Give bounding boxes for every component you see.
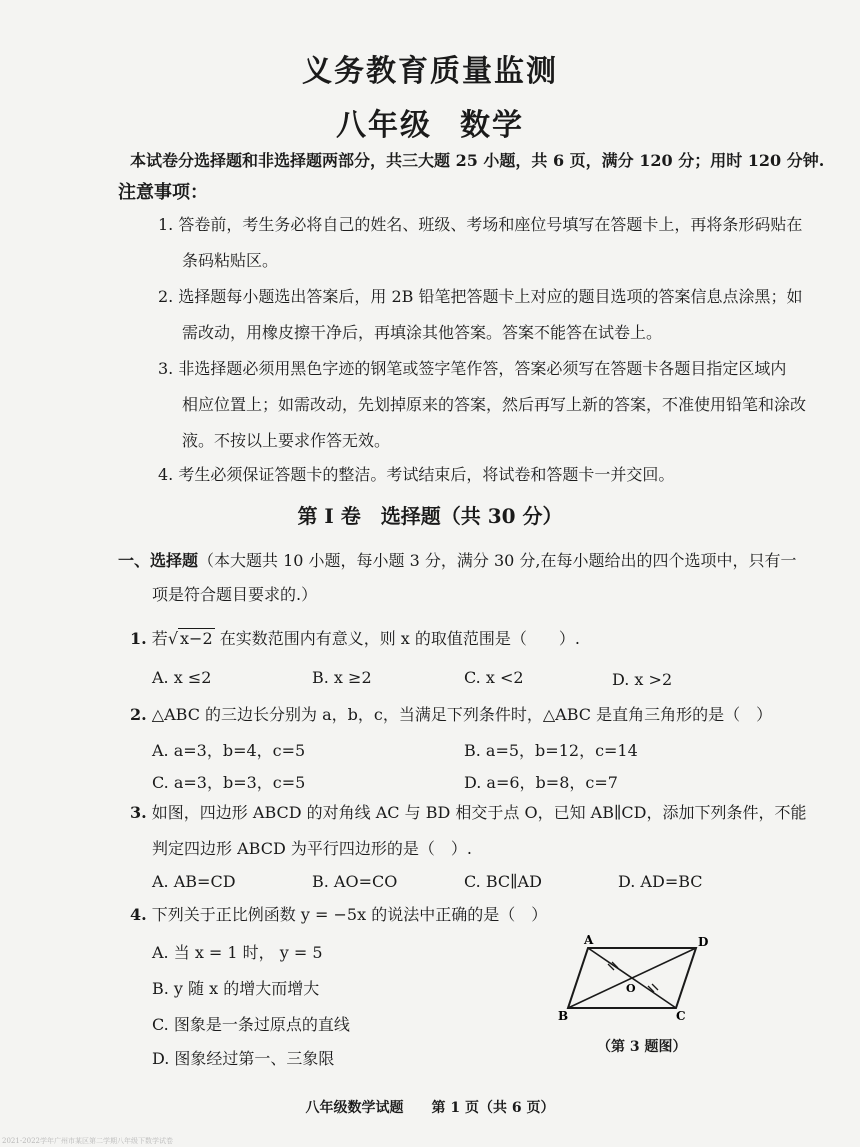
question-1-pre: 若 xyxy=(151,629,168,648)
notice-item-1: 1. 答卷前，考生务必将自己的姓名、班级、考场和座位号填写在答题卡上，再将条形码贴在 xyxy=(158,215,803,234)
exam-subtitle xyxy=(0,100,860,144)
exam-intro: 本试卷分选择题和非选择题两部分，共三大题 25 小题，共 6 页，满分 120 分；用时 120 分钟. xyxy=(130,151,825,170)
question-1-number: 1. xyxy=(130,629,147,648)
notice-item-2: 2. 选择题每小题选出答案后，用 2B 铅笔把答题卡上对应的题目选项的答案信息点涂黑；如 xyxy=(158,287,803,306)
exam-title: 义务教育质量监测 xyxy=(302,54,558,89)
question-1-radicand: x−2 xyxy=(180,629,213,648)
vertex-c-label: C xyxy=(676,1009,686,1023)
q3-option-c: C. BC∥AD xyxy=(464,872,542,891)
q1-option-a: A. x ≤2 xyxy=(152,668,212,687)
vertex-a-label: A xyxy=(584,933,594,947)
question-2-text: △ABC 的三边长分别为 a，b，c，当满足下列条件时，△ABC 是直角三角形的是（ ） xyxy=(151,705,773,724)
notice-item-3-cont2: 液。不按以上要求作答无效。 xyxy=(182,431,391,450)
q4-option-d: D. 图象经过第一、三象限 xyxy=(152,1049,335,1068)
question-2-number: 2. xyxy=(130,705,147,724)
q2-option-a: A. a=3，b=4，c=5 xyxy=(152,741,306,760)
q3-option-d: D. AD=BC xyxy=(618,872,703,891)
q2-option-c: C. a=3，b=3，c=5 xyxy=(152,773,306,792)
center-o-label: O xyxy=(626,982,636,995)
figure-caption: （第 3 题图） xyxy=(597,1039,687,1055)
part-one-heading xyxy=(118,548,797,571)
question-2 xyxy=(130,702,772,725)
question-4-number: 4. xyxy=(130,905,147,924)
question-3-text: 如图，四边形 ABCD 的对角线 AC 与 BD 相交于点 O，已知 AB∥CD，添加下列条件，不能 xyxy=(151,803,807,822)
notice-heading: 注意事项： xyxy=(118,182,208,203)
question-4 xyxy=(130,902,547,925)
scan-watermark: 2021-2022学年广州市某区第二学期八年级下数学试卷 xyxy=(2,1137,173,1145)
vertex-b-label: B xyxy=(558,1009,569,1023)
notice-item-3: 3. 非选择题必须用黑色字迹的钢笔或签字笔作答，答案必须写在答题卡各题目指定区域内 xyxy=(158,359,787,378)
q2-option-b: B. a=5，b=12，c=14 xyxy=(464,741,638,760)
question-1 xyxy=(130,626,580,649)
section-title: 第 I 卷 选择题（共 30 分） xyxy=(297,504,563,528)
q4-option-a: A. 当 x = 1 时， y = 5 xyxy=(152,943,323,962)
notice-item-4: 4. 考生必须保证答题卡的整洁。考试结束后，将试卷和答题卡一并交回。 xyxy=(158,465,675,484)
q1-option-d: D. x >2 xyxy=(612,670,673,689)
sqrt-sign: √ xyxy=(167,629,179,648)
q1-option-c: C. x <2 xyxy=(464,668,524,687)
vertex-d-label: D xyxy=(698,935,709,949)
q2-option-d: D. a=6，b=8，c=7 xyxy=(464,773,618,792)
grade-label: 八年级 xyxy=(336,108,432,143)
q3-option-b: B. AO=CO xyxy=(312,872,398,891)
q4-option-c: C. 图象是一条过原点的直线 xyxy=(152,1015,350,1034)
question-4-text: 下列关于正比例函数 y = −5x 的说法中正确的是（ ） xyxy=(151,905,548,924)
part-one-label: 一、选择题 xyxy=(118,551,199,570)
parallelogram-figure xyxy=(548,930,718,1026)
question-3-text-cont: 判定四边形 ABCD 为平行四边形的是（ ）. xyxy=(152,839,472,858)
q3-option-a: A. AB=CD xyxy=(152,872,236,891)
q4-option-b: B. y 随 x 的增大而增大 xyxy=(152,979,320,998)
diagonal-bd xyxy=(568,948,696,1008)
question-1-text: 在实数范围内有意义，则 x 的取值范围是（ ）. xyxy=(219,629,581,648)
notice-item-3-cont: 相应位置上；如需改动，先划掉原来的答案，然后再写上新的答案，不准使用铅笔和涂改 xyxy=(182,395,807,414)
q1-option-b: B. x ≥2 xyxy=(312,668,372,687)
page-footer: 八年级数学试题 第 1 页（共 6 页） xyxy=(305,1100,555,1116)
part-one-desc: （本大题共 10 小题，每小题 3 分，满分 30 分,在每小题给出的四个选项中，只有一 xyxy=(198,551,797,570)
question-3 xyxy=(130,800,806,823)
part-one-desc-cont: 项是符合题目要求的.） xyxy=(152,585,318,604)
notice-item-2-cont: 需改动，用橡皮擦干净后，再填涂其他答案。答案不能答在试卷上。 xyxy=(182,323,663,342)
subject-label: 数学 xyxy=(460,108,524,143)
question-3-number: 3. xyxy=(130,803,147,822)
notice-item-1-cont: 条码粘贴区。 xyxy=(182,251,279,270)
